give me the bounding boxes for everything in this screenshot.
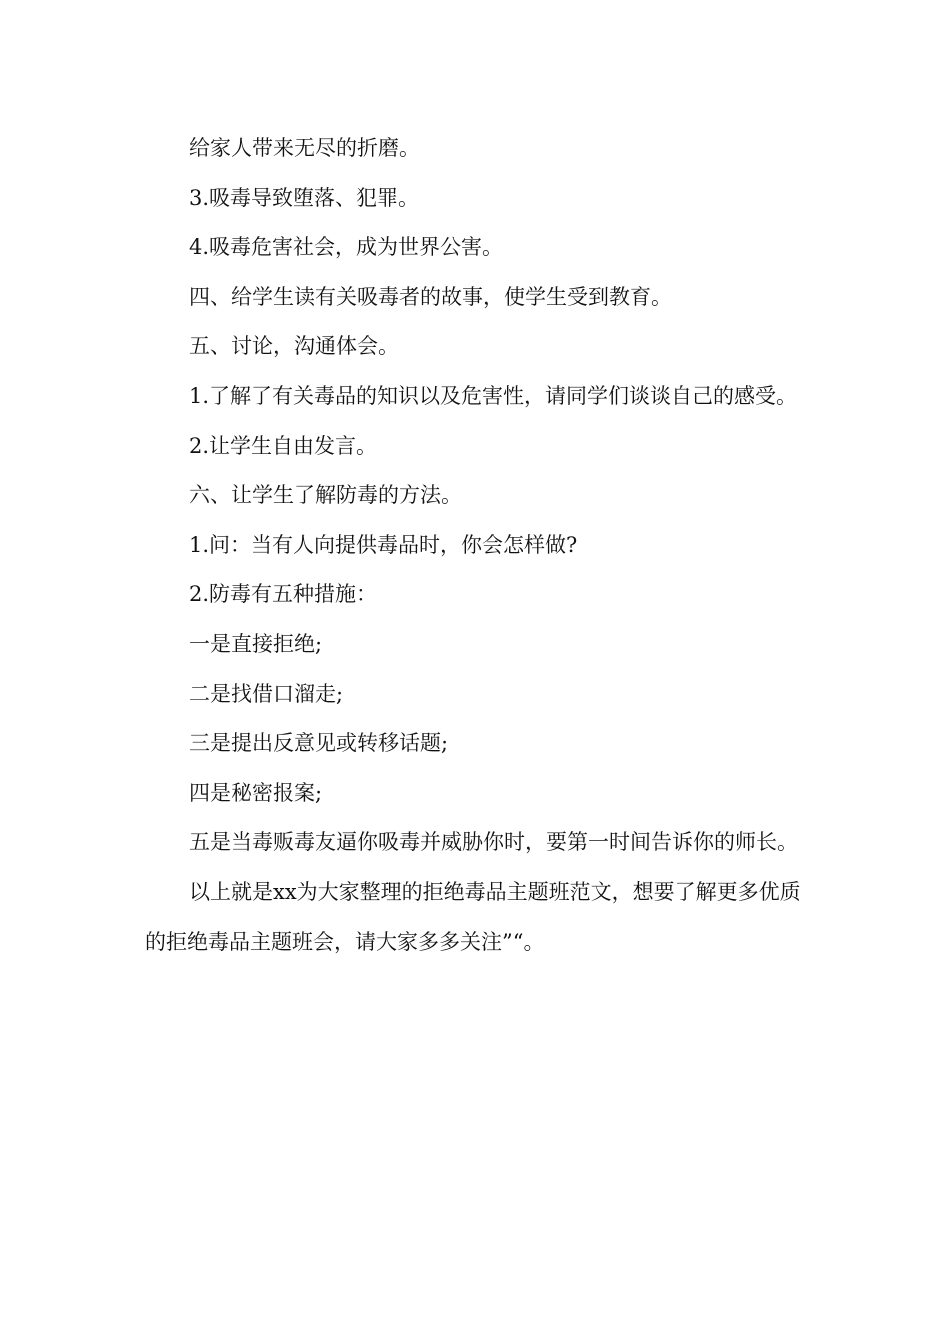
closing-paragraph: 以上就是xx为大家整理的拒绝毒品主题班范文，想要了解更多优质的拒绝毒品主题班会，请大家多多关注”“。 [145, 879, 801, 954]
paragraph-3: 4.吸毒危害社会，成为世界公害。 [189, 235, 504, 260]
list-item-5: 五是当毒贩毒友逼你吸毒并威胁你时，要第一时间告诉你的师长。 [189, 830, 798, 855]
list-item-2: 二是找借口溜走; [189, 681, 344, 706]
paragraph-7: 2.让学生自由发言。 [189, 433, 378, 458]
section-heading-6: 六、让学生了解防毒的方法。 [189, 483, 462, 508]
list-item-3: 三是提出反意见或转移话题; [189, 731, 449, 756]
section-heading-4: 四、给学生读有关吸毒者的故事，使学生受到教育。 [189, 284, 672, 309]
paragraph-10: 2.防毒有五种措施： [189, 582, 378, 607]
paragraph-6: 1.了解了有关毒品的知识以及危害性，请同学们谈谈自己的感受。 [189, 383, 798, 408]
list-item-4: 四是秘密报案; [189, 780, 323, 805]
document-body [145, 124, 807, 967]
paragraph-1: 给家人带来无尽的折磨。 [189, 136, 420, 160]
paragraph-2: 3.吸毒导致堕落、犯罪。 [189, 185, 420, 210]
list-item-1: 一是直接拒绝; [189, 631, 323, 656]
paragraph-9: 1.问：当有人向提供毒品时，你会怎样做? [189, 532, 578, 557]
section-heading-5: 五、讨论，沟通体会。 [189, 334, 399, 359]
